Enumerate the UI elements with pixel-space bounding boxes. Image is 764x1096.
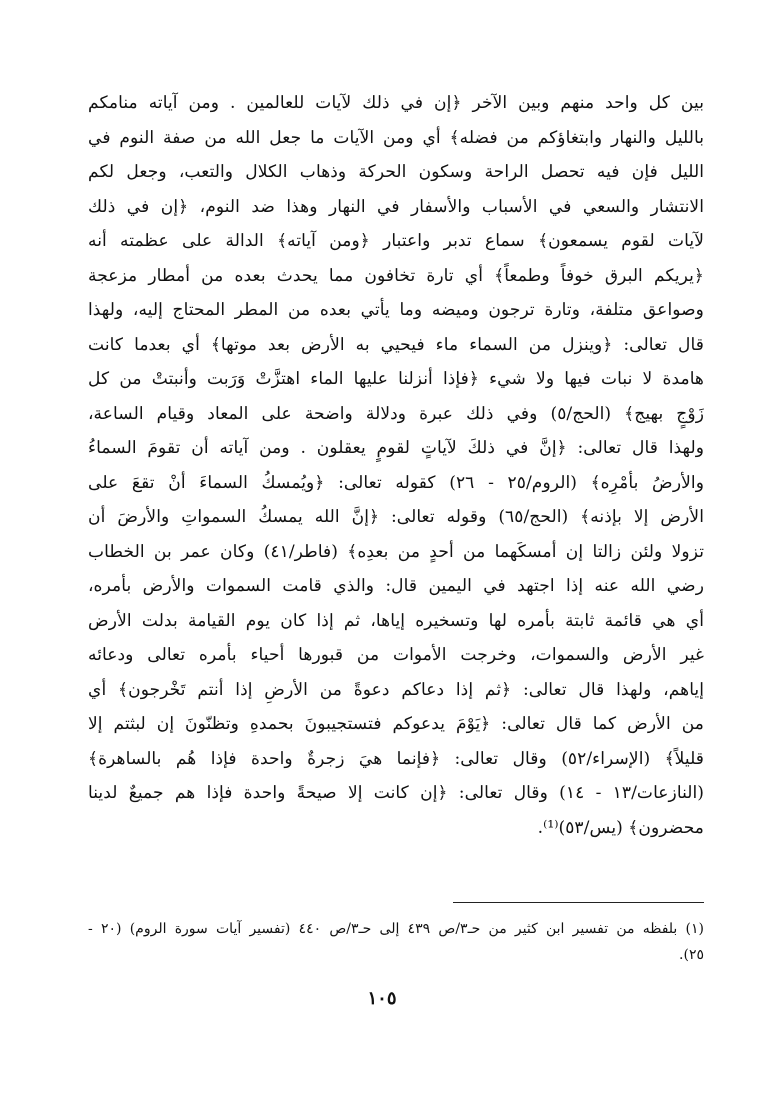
- text-line: تزولا ولئن زالتا إن أمسكَهما من أحدٍ من بعدِه﴾ (فاطر/٤١) وكان عمر بن الخطاب: [88, 541, 704, 562]
- text-line: غير الأرض والسموات، وخرجت الأموات من قبورها أحياء بأمره تعالى ودعائه: [88, 645, 704, 665]
- footnote-line: ٢٥).: [679, 947, 704, 963]
- text-line: قليلاً﴾ (الإسراء/٥٢) وقال تعالى: ﴿فإنما هيَ زجرةٌ واحدة فإذا هُم بالساهرة﴾: [88, 748, 704, 769]
- text-line: من الأرض كما قال تعالى: ﴿يَوْمَ يدعوكم فتستجيبونَ بحمدهِ وتظنّونَ إن لبثتم إلا: [88, 714, 704, 734]
- text-line: زَوْجٍ بهيج﴾ (الحج/٥) وفي ذلك عبرة ودلالة واضحة على المعاد وقيام الساعة،: [88, 403, 704, 424]
- text-line: الأرض إلا بإذنه﴾ (الحج/٦٥) وقوله تعالى: ﴿إنَّ الله يمسكُ السمواتِ والأرضَ أن: [88, 507, 704, 527]
- text-line: الليل فإن فيه تحصل الراحة وسكون الحركة وذهاب الكلال والتعب، وجعل لكم: [88, 162, 704, 182]
- text-line: لآيات لقوم يسمعون﴾ سماع تدبر واعتبار ﴿ومن آياته﴾ الدالة على عظمته أنه: [88, 231, 704, 251]
- text-line: بالليل والنهار وابتغاؤكم من فضله﴾ أي ومن الآيات ما جعل الله من صفة النوم في: [88, 127, 704, 148]
- text-line: ولهذا قال تعالى: ﴿إنَّ في ذلكَ لآياتٍ لقومٍ يعقلون . ومن آياته أن تقومَ السماءُ: [88, 438, 704, 458]
- footnote-line: (١) بلفظه من تفسير ابن كثير من حـ٣/ص ٤٣٩ إلى حـ٣/ص ٤٤٠ (تفسير آيات سورة الروم) (٢٠ -: [88, 921, 704, 937]
- footnote-block: [88, 916, 704, 968]
- text-line: أي هي قائمة ثابتة بأمره لها وتسخيره إياها، ثم إذا كان يوم القيامة بدلت الأرض: [88, 610, 704, 631]
- text-line: إياهم، ولهذا قال تعالى: ﴿ثم إذا دعاكم دعوةً من الأرضِ إذا أنتم تَخْرجون﴾ أي: [88, 679, 704, 700]
- footnote-separator: [453, 902, 704, 903]
- page-number: ١٠٥: [367, 988, 397, 1009]
- text-line: رضي الله عنه إذا اجتهد في اليمين قال: والذي قامت السموات والأرض بأمره،: [88, 576, 704, 596]
- text-line: محضرون﴾ (يس/٥٣)⁽¹⁾.: [537, 817, 704, 838]
- text-line: هامدة لا نبات فيها ولا شيء ﴿فإذا أنزلنا عليها الماء اهتزَّتْ وَرَبت وأنبتتْ من كل: [88, 369, 704, 389]
- text-line: والأرضُ بأمْرِه﴾ (الروم/٢٥ - ٢٦) كقوله تعالى: ﴿ويُمسكُ السماءَ أنْ تقعَ على: [88, 472, 704, 493]
- text-line: قال تعالى: ﴿وينزل من السماء ماء فيحيي به الأرض بعد موتها﴾ أي بعدما كانت: [88, 334, 704, 355]
- text-line: (النازعات/١٣ - ١٤) وقال تعالى: ﴿إن كانت إلا صيحةً واحدة فإذا هم جميعٌ لدينا: [88, 783, 704, 803]
- text-line: ﴿يريكم البرق خوفاً وطمعاً﴾ أي تارة تخافون مما يحدث بعده من أمطار مزعجة: [88, 265, 704, 286]
- text-line: بين كل واحد منهم وبين الآخر ﴿إن في ذلك لآيات للعالمين . ومن آياته منامكم: [88, 93, 704, 113]
- text-line: وصواعق متلفة، وتارة ترجون وميضه وما يأتي بعده من المطر المحتاج إليه، ولهذا: [88, 300, 704, 320]
- text-line: الانتشار والسعي في الأسباب والأسفار في النهار وهذا ضد النوم، ﴿إن في ذلك: [88, 196, 704, 217]
- main-text-block: [88, 86, 704, 845]
